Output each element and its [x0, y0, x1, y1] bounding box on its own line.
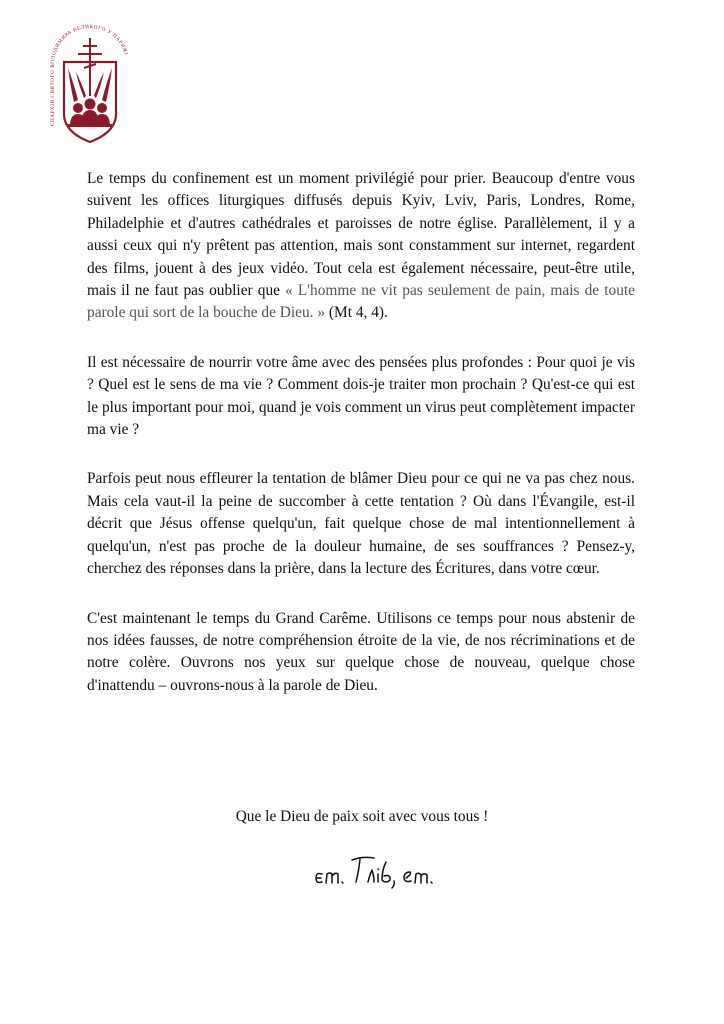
paragraph-1-text: Le temps du confinement est un moment privilégié pour prier. Beaucoup d'entre vous suivent les offices liturgiques diffusés depuis Kyiv, Lviv, Paris, Londres, Rome, Philadelphie et d'autres cathédrales et paroisses de notre église. Parallèlement, il y a aussi ceux qui n'y prêtent pas attention, mais sont constamment sur internet, regardent des films, jouent à des jeux vidéo. Tout cela est également nécessaire, peut-être utile, mais il ne faut pas oublier que — [87, 170, 635, 300]
scripture-quote: « L'homme ne vit pas seulement de pain, mais de toute parole qui sort de la bouche de Dieu. » — [87, 282, 635, 322]
paragraph-1 — [87, 168, 635, 325]
paragraph-3: Parfois peut nous effleurer la tentation de blâmer Dieu pour ce qui ne va pas chez nous. Mais cela vaut-il la peine de succomber à cette tentation ? Où dans l'Évangile, est-il décrit que Jésus offense quelqu'un, fait quelque chose de mal intentionnellement à quelqu'un, n'est pas proche de la douleur humaine, de ses souffrances ? Pensez-y, cherchez des réponses dans la prière, dans la lecture des Écritures, dans votre cœur. — [87, 470, 635, 578]
scripture-reference: (Mt 4, 4). — [325, 304, 388, 322]
figures-icon — [70, 99, 110, 127]
letter-body — [87, 168, 635, 697]
handwritten-signature — [308, 848, 438, 890]
closing-blessing: Que le Dieu de paix soit avec vous tous ! — [235, 808, 489, 825]
paragraph-2: Il est nécessaire de nourrir votre âme avec des pensées plus profondes : Pour quoi je vis ? Quel est le sens de ma vie ? Comment dois-je traiter mon prochain ? Qu'est-ce qui est le plus important pour moi, quand je vois comment un virus peut complètement impacter ma vie ? — [87, 353, 635, 439]
seal-ring-text: ЄПАРХІЯ СВЯТОГО ВОЛОДИМИРА ВЕЛИКОГО У ПАРИЖІ — [49, 23, 129, 126]
eparchy-seal-logo — [38, 18, 142, 154]
paragraph-4: C'est maintenant le temps du Grand Carême. Utilisons ce temps pour nous abstenir de nos idées fausses, de notre compréhension étroite de la vie, de nos récriminations et de notre colère. Ouvrons nos yeux sur quelque chose de nouveau, quelque chose d'inattendu – ouvrons-nous à la parole de Dieu. — [87, 609, 635, 694]
